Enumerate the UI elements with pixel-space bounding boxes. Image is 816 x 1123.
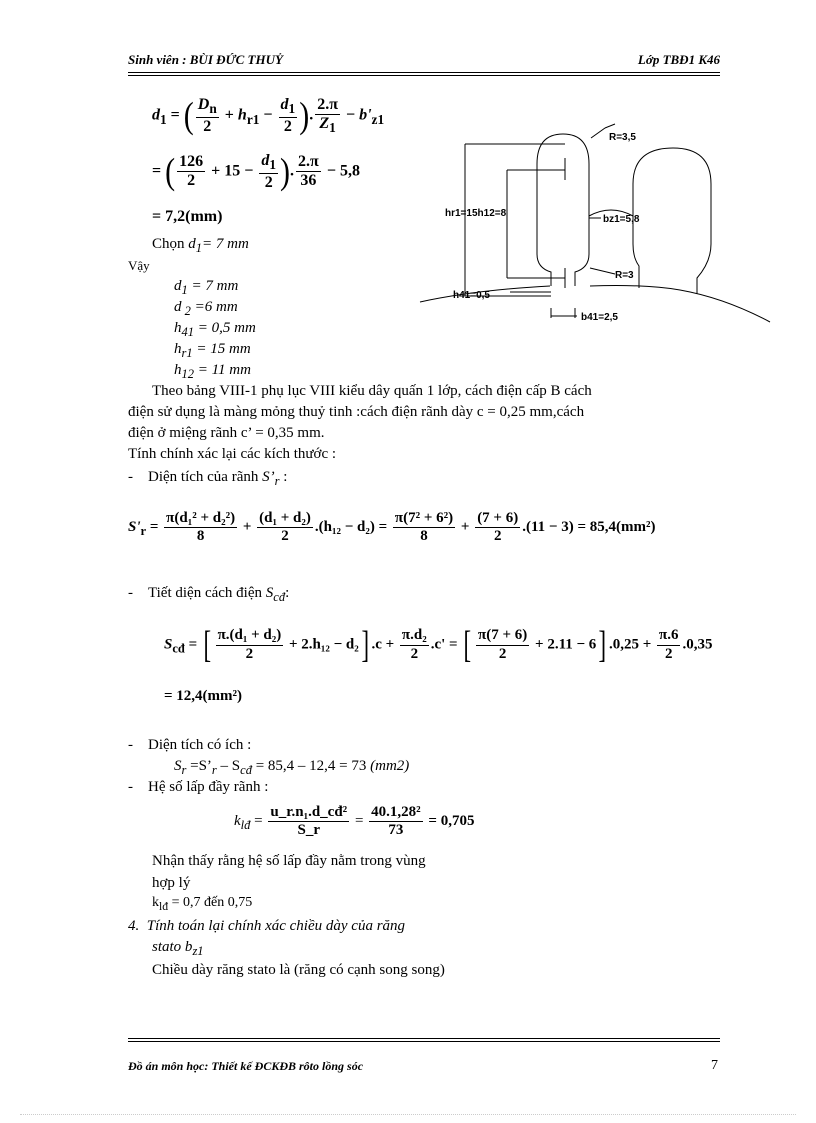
header-student: Sinh viên : BÙI ĐỨC THUỶ — [128, 52, 283, 67]
fill-factor-eq: $k_{lđ}$ = $\frac{\text{u\_r.n₁.d\_cđ²}}{S\_r}$ = $\frac{\text{40.1,28²}}{73}$ = 0,705 — [234, 804, 475, 839]
formula-d1-line1: $d_1$ = ( $\frac{D_n}{2}$ + $h_{r1}$ − $\frac{d_1}{2}$ ). $\frac{2.\pi}{Z_1}$ − $b'_{z1}$ — [152, 94, 385, 136]
formula-d1-result: = 7,2(mm) — [152, 208, 223, 225]
formula-sr: $S'_r$ = $\frac{\text{π(d₁² + d₂²)}}{8}$ + $\frac{\text{(d₁ + d₂)}}{2}$ .(h₁₂ − d₂) = $\frac{\text{π(7² + 6²)}}{8}$ + $\frac{(7 + 6)}{2}$ .(11 − 3) = 85,4(mm²) — [128, 510, 656, 545]
label-b41: b41=2,5 — [581, 312, 618, 323]
slot-diagram — [415, 118, 775, 330]
chon-d1: Chọn $d_1= 7$ mm — [152, 236, 249, 255]
para1-line3: điện ở miệng rãnh c’ = 0,35 mm. — [128, 425, 325, 441]
header-rule — [128, 72, 720, 76]
item-scd: - Tiết diện cách điện $S_{cđ}$: — [128, 585, 290, 604]
header-class: Lớp TBĐ1 K46 — [637, 52, 720, 67]
footer-rule — [128, 1038, 720, 1042]
page-number: 7 — [711, 1058, 718, 1073]
formula-scd: $S_{cđ}$ = [ $\frac{\text{π.(d₁ + d₂)}}{2}$ + 2.h₁₂ − d₂] .c + $\frac{\text{π.d₂}}{2}$ .c' = [ $\frac{\pi(7 + 6)}{2}$ + 2.11 − 6] .0,25 + $\frac{\pi.6}{2}$ .0,35 — [164, 624, 713, 666]
useful-area-eq: $S_r$ $=S’_r - S_{cđ} = 85,4 - 12,4 = 73$ (mm2) — [174, 758, 410, 777]
para2-line2: hợp lý — [152, 875, 191, 891]
para1-line2: điện sử dụng là màng mỏng thuỷ tinh :cách điện rãnh dày c = 0,25 mm,cách — [128, 404, 585, 420]
kld-range: $k_{lđ} = 0,7$ đến 0,75 — [152, 895, 253, 913]
dim-h41: $h_{41} = 0,5$ mm — [174, 320, 256, 339]
page-edge — [20, 1114, 796, 1115]
para1-line1: Theo bảng VIII-1 phụ lục VIII kiểu dây quấn 1 lớp, cách điện cấp B cách — [152, 383, 592, 399]
dim-d2: d $_2$ =6 mm — [174, 299, 238, 318]
para1-line4: Tính chính xác lại các kích thước : — [128, 446, 337, 462]
para3: Chiều dày răng stato là (răng có cạnh song song) — [152, 962, 445, 978]
para2-line1: Nhận thấy rằng hệ số lấp đầy nằm trong vùng — [152, 853, 426, 869]
footer-title: Đồ án môn học: Thiết kế ĐCKĐB rôto lồng sóc — [128, 1059, 364, 1073]
label-r35: R=3,5 — [609, 132, 636, 143]
vay-label: Vậy — [128, 258, 150, 273]
formula-d1-line2: = ( $\frac{126}{2}$ + 15 − $\frac{d_1}{2}$ ). $\frac{2.\pi}{36}$ − 5,8 — [152, 150, 360, 192]
item-useful-area: - Diện tích có ích : — [128, 737, 252, 753]
label-bz1: bz1=5,8 — [603, 214, 640, 225]
section4-title-cont: stato $b_{z1}$ — [152, 939, 204, 958]
label-hr1-h12: hr1=15h12=8 — [445, 208, 507, 219]
formula-scd-result: = 12,4(mm²) — [164, 688, 243, 704]
item-fill-factor: - Hệ số lấp đầy rãnh : — [128, 779, 269, 795]
item-sr: - Diện tích của rãnh $S’_r$ : — [128, 469, 288, 488]
dim-h12: $h_{12} = 11$ mm — [174, 362, 251, 381]
label-h41: h41=0,5 — [453, 290, 490, 301]
section4-title: 4. Tính toán lại chính xác chiều dày của răng — [128, 918, 406, 934]
dim-d1: $d_1 = 7$ mm — [174, 278, 239, 297]
dim-hr1: $h_{r1} = 15$ mm — [174, 341, 251, 360]
label-r3: R=3 — [615, 270, 634, 281]
